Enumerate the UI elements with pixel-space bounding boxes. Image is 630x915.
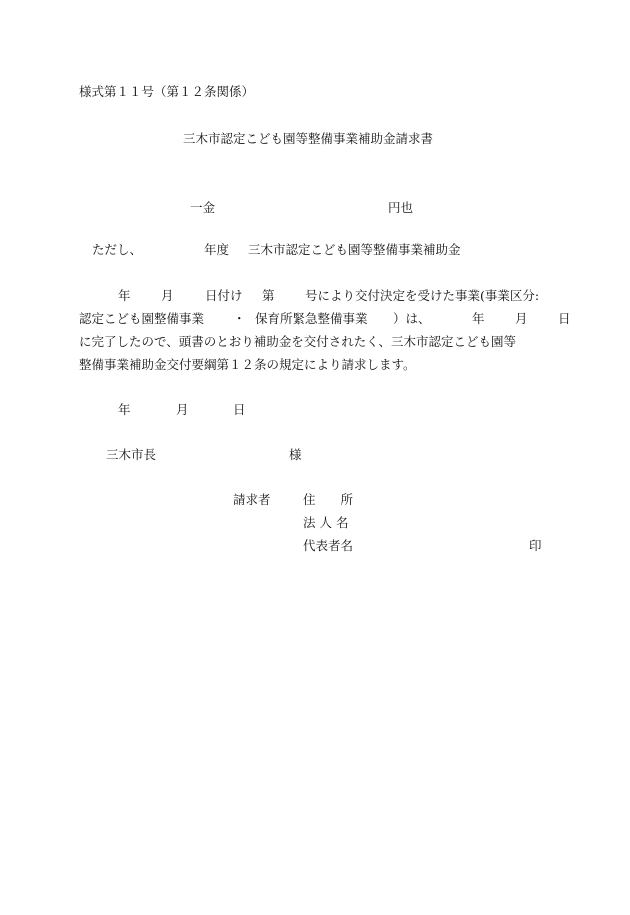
seal-mark: 印 <box>529 538 542 553</box>
amount-prefix: 一金 <box>190 200 216 215</box>
proviso-subsidy-name: 三木市認定こども園等整備事業補助金 <box>248 242 461 257</box>
proviso-year-label: 年度 <box>204 242 230 257</box>
addressee-name: 三木市長 <box>106 447 157 462</box>
requester-address-label: 住 所 <box>303 492 354 507</box>
body-category-childcare: 認定こども園整備事業 <box>79 311 205 326</box>
body-month: 月 <box>161 288 174 303</box>
form-number: 様式第１１号（第１２条関係） <box>79 84 255 99</box>
requester-label: 請求者 <box>233 492 271 507</box>
body-category-separator: ・ <box>233 311 246 326</box>
document-title: 三木市認定こども園等整備事業補助金請求書 <box>183 131 434 146</box>
body-completion-day: 日 <box>558 311 571 326</box>
addressee-honorific: 様 <box>289 447 302 462</box>
date-day: 日 <box>233 402 246 417</box>
body-category-nursery: 保育所緊急整備事業 <box>255 311 368 326</box>
body-line1-tail: 号により交付決定を受けた事業(事業区分: <box>305 288 540 303</box>
date-month: 月 <box>176 402 189 417</box>
body-line4: 整備事業補助金交付要綱第１２条の規定により請求します。 <box>79 357 416 372</box>
body-day-dated: 日付け <box>205 288 243 303</box>
body-line3: に完了したので、頭書のとおり補助金を交付されたく、三木市認定こども園等 <box>79 334 517 349</box>
body-completion-year: 年 <box>472 311 485 326</box>
body-year: 年 <box>118 288 131 303</box>
body-completion-month: 月 <box>515 311 528 326</box>
requester-rep-label: 代表者名 <box>303 538 354 553</box>
proviso-lead: ただし、 <box>92 242 143 257</box>
amount-suffix: 円也 <box>388 200 414 215</box>
requester-corp-label: 法 人 名 <box>303 515 349 530</box>
date-year: 年 <box>118 402 131 417</box>
body-number-prefix: 第 <box>262 288 275 303</box>
body-category-close: ）は、 <box>393 311 431 326</box>
